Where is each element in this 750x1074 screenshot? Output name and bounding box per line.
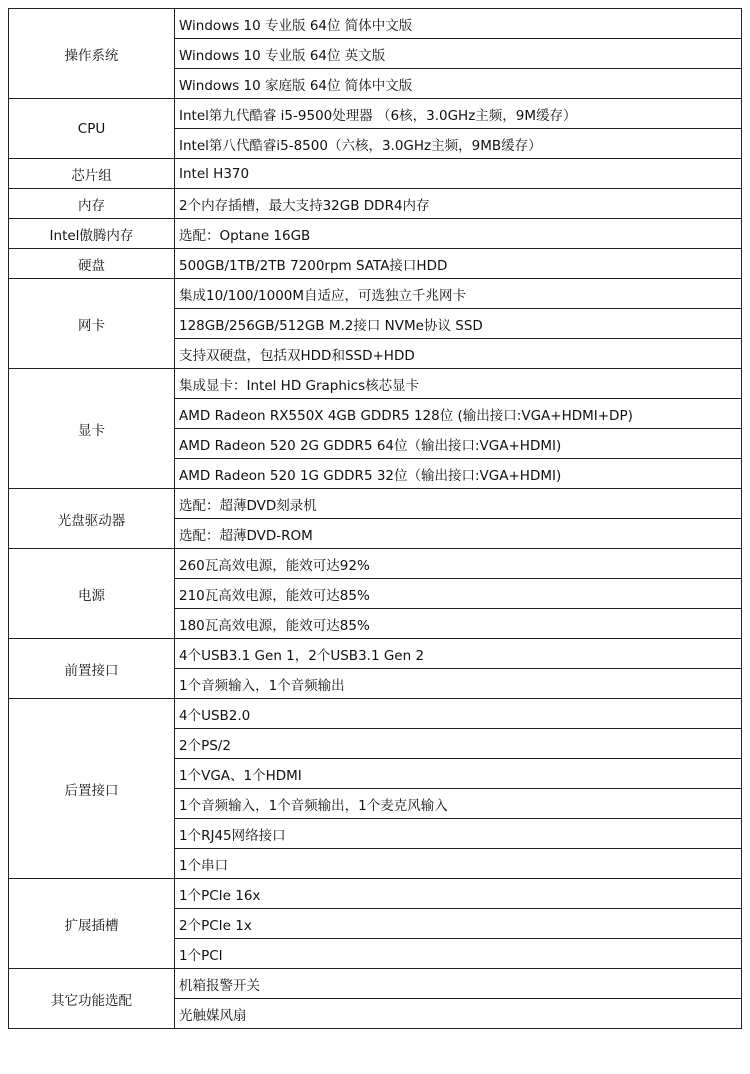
- spec-value: 210瓦高效电源，能效可达85%: [175, 579, 742, 609]
- spec-value: Intel第八代酷睿i5-8500（六核，3.0GHz主频，9MB缓存）: [175, 129, 742, 159]
- spec-category: 硬盘: [9, 249, 175, 279]
- spec-value: 集成显卡：Intel HD Graphics核芯显卡: [175, 369, 742, 399]
- spec-value: 4个USB3.1 Gen 1，2个USB3.1 Gen 2: [175, 639, 742, 669]
- spec-value: 1个串口: [175, 849, 742, 879]
- spec-value: 选配：Optane 16GB: [175, 219, 742, 249]
- spec-value: 集成10/100/1000M自适应，可选独立千兆网卡: [175, 279, 742, 309]
- spec-value: 2个PS/2: [175, 729, 742, 759]
- spec-category: 后置接口: [9, 699, 175, 879]
- spec-row: [9, 699, 742, 729]
- spec-row: [9, 639, 742, 669]
- spec-value: 1个PCIe 16x: [175, 879, 742, 909]
- spec-row: [9, 489, 742, 519]
- spec-value: 1个VGA、1个HDMI: [175, 759, 742, 789]
- spec-row: [9, 879, 742, 909]
- spec-value: 1个音频输入，1个音频输出: [175, 669, 742, 699]
- spec-category: 操作系统: [9, 9, 175, 99]
- spec-category: CPU: [9, 99, 175, 159]
- spec-category: Intel傲腾内存: [9, 219, 175, 249]
- spec-value: 1个PCI: [175, 939, 742, 969]
- spec-category: 光盘驱动器: [9, 489, 175, 549]
- spec-category: 内存: [9, 189, 175, 219]
- spec-row: [9, 249, 742, 279]
- spec-value: 支持双硬盘，包括双HDD和SSD+HDD: [175, 339, 742, 369]
- spec-value: Windows 10 专业版 64位 简体中文版: [175, 9, 742, 39]
- spec-row: [9, 969, 742, 999]
- spec-category: 其它功能选配: [9, 969, 175, 1029]
- spec-row: [9, 9, 742, 39]
- spec-value: AMD Radeon 520 1G GDDR5 32位（输出接口:VGA+HDMI): [175, 459, 742, 489]
- spec-value: Windows 10 家庭版 64位 简体中文版: [175, 69, 742, 99]
- spec-value: Windows 10 专业版 64位 英文版: [175, 39, 742, 69]
- spec-value: 1个RJ45网络接口: [175, 819, 742, 849]
- spec-row: [9, 549, 742, 579]
- spec-value: 4个USB2.0: [175, 699, 742, 729]
- spec-value: 180瓦高效电源，能效可达85%: [175, 609, 742, 639]
- spec-category: 电源: [9, 549, 175, 639]
- spec-row: [9, 279, 742, 309]
- spec-value: 1个音频输入，1个音频输出，1个麦克风输入: [175, 789, 742, 819]
- spec-category: 扩展插槽: [9, 879, 175, 969]
- spec-value: AMD Radeon 520 2G GDDR5 64位（输出接口:VGA+HDMI): [175, 429, 742, 459]
- spec-value: 光触媒风扇: [175, 999, 742, 1029]
- spec-value: 260瓦高效电源，能效可达92%: [175, 549, 742, 579]
- spec-category: 芯片组: [9, 159, 175, 189]
- spec-category: 前置接口: [9, 639, 175, 699]
- spec-value: 选配：超薄DVD-ROM: [175, 519, 742, 549]
- spec-value: 机箱报警开关: [175, 969, 742, 999]
- spec-value: 2个PCIe 1x: [175, 909, 742, 939]
- spec-table: [8, 8, 742, 1029]
- spec-value: 500GB/1TB/2TB 7200rpm SATA接口HDD: [175, 249, 742, 279]
- spec-value: 选配：超薄DVD刻录机: [175, 489, 742, 519]
- spec-row: [9, 189, 742, 219]
- spec-category: 网卡: [9, 279, 175, 369]
- spec-value: 128GB/256GB/512GB M.2接口 NVMe协议 SSD: [175, 309, 742, 339]
- spec-row: [9, 369, 742, 399]
- spec-row: [9, 159, 742, 189]
- spec-value: 2个内存插槽，最大支持32GB DDR4内存: [175, 189, 742, 219]
- spec-row: [9, 219, 742, 249]
- spec-value: Intel第九代酷睿 i5-9500处理器 （6核，3.0GHz主频，9M缓存）: [175, 99, 742, 129]
- spec-value: AMD Radeon RX550X 4GB GDDR5 128位 (输出接口:VGA+HDMI+DP): [175, 399, 742, 429]
- spec-table-body: [9, 9, 742, 1029]
- spec-row: [9, 99, 742, 129]
- spec-value: Intel H370: [175, 159, 742, 189]
- spec-category: 显卡: [9, 369, 175, 489]
